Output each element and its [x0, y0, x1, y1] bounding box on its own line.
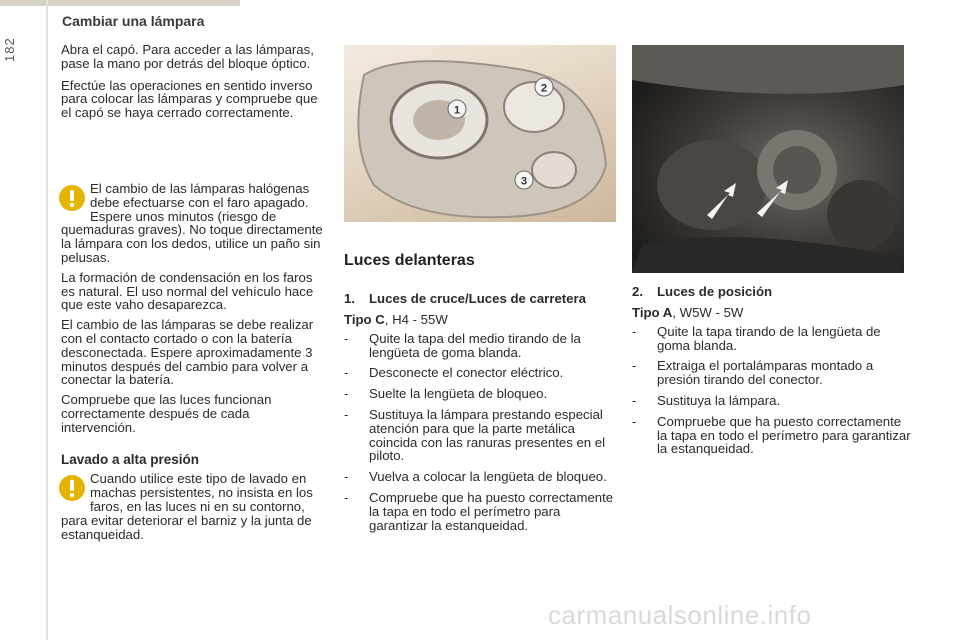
item2-tipo-label: Tipo A	[632, 304, 673, 320]
headlamp-rear-photo	[632, 45, 904, 273]
sidebar-line	[46, 0, 48, 640]
section-title: Cambiar una lámpara	[62, 13, 205, 29]
headlamp-photo	[344, 45, 616, 222]
item1-tipo	[344, 312, 619, 327]
intro-paragraph: Efectúe las operaciones en sentido inverso para colocar las lámparas y compruebe que el capó se haya cerrado correctamente.	[61, 77, 318, 121]
page-number: 182	[2, 37, 17, 62]
list-item: - Sustituya la lámpara.	[632, 392, 781, 408]
header-bar	[0, 0, 240, 6]
luces-delanteras-section	[344, 252, 619, 539]
warning-box	[61, 182, 326, 541]
item1-title: Luces de cruce/Luces de carretera	[369, 291, 586, 306]
luces-posicion-section	[632, 285, 912, 463]
list-item: - Sustituya la lámpara prestando especial atención para que la parte metálica coincida con las ranuras presentes en el piloto.	[344, 406, 606, 464]
item2-title: Luces de posición	[657, 284, 773, 299]
list-item: - Quite la tapa tirando de la lengüeta de goma blanda.	[632, 323, 881, 353]
list-item: - Compruebe que ha puesto correctamente la tapa en todo el perímetro para garantizar la estanqueidad.	[632, 413, 911, 457]
label-1	[448, 100, 466, 118]
label-2	[535, 78, 553, 96]
condensation-text: La formación de condensación en los faros es natural. El uso normal del vehículo hace que este vaho desaparezca.	[61, 269, 314, 313]
battery-text: El cambio de las lámparas se debe realizar con el contacto cortado o con la batería desconectada. Espere aproximadamente 3 minutos después del cambio para volver a conectar la batería.	[61, 317, 314, 388]
photo-label-1: 1	[453, 104, 461, 117]
intro-text	[61, 43, 326, 128]
item1-number: 1.	[344, 291, 355, 306]
lavado-title: Lavado a alta presión	[61, 451, 200, 467]
warning-text: El cambio de las lámparas halógenas debe efectuarse con el faro apagado. Espere unos minutos (riesgo de quemaduras graves). No toque directamente la lámpara con los dedos, utilice un paño sin pelusas.	[61, 181, 323, 265]
item2-heading	[632, 285, 912, 299]
check-text: Compruebe que las luces funcionan correctamente después de cada intervención.	[61, 392, 272, 435]
list-item: - Quite la tapa del medio tirando de la lengüeta de goma blanda.	[344, 330, 581, 360]
luces-title: Luces delanteras	[344, 252, 475, 269]
warning-icon	[58, 184, 86, 215]
item2-tipo	[632, 305, 912, 320]
warning-icon	[58, 474, 86, 505]
list-item: - Extraiga el portalámparas montado a presión tirando del conector.	[632, 358, 874, 388]
photo-label-3: 3	[520, 175, 528, 188]
list-item: - Desconecte el conector eléctrico.	[344, 365, 564, 381]
item2-steps	[632, 325, 912, 456]
lavado-text: Cuando utilice este tipo de lavado en machas persistentes, no insista en los faros, en las luces ni en su contorno, para evitar deteriorar el barniz y la junta de estanqueidad.	[61, 471, 313, 542]
item1-tipo-label: Tipo C	[344, 311, 385, 327]
label-3	[515, 171, 533, 189]
list-item: - Compruebe que ha puesto correctamente la tapa en todo el perímetro para garantizar la estanqueidad.	[344, 489, 614, 533]
item1-tipo-value: , H4 - 55W	[384, 311, 448, 327]
item2-number: 2.	[632, 284, 643, 299]
item1-heading	[344, 292, 619, 306]
list-item: - Vuelva a colocar la lengüeta de bloqueo.	[344, 469, 607, 485]
list-item: - Suelte la lengüeta de bloqueo.	[344, 386, 548, 402]
watermark[interactable]: carmanualsonline.info	[548, 600, 812, 630]
item2-tipo-value: , W5W - 5W	[672, 304, 744, 320]
intro-paragraph: Abra el capó. Para acceder a las lámparas, pase la mano por detrás del bloque óptico.	[61, 42, 314, 71]
item1-steps	[344, 332, 619, 533]
photo-label-2: 2	[540, 82, 548, 95]
